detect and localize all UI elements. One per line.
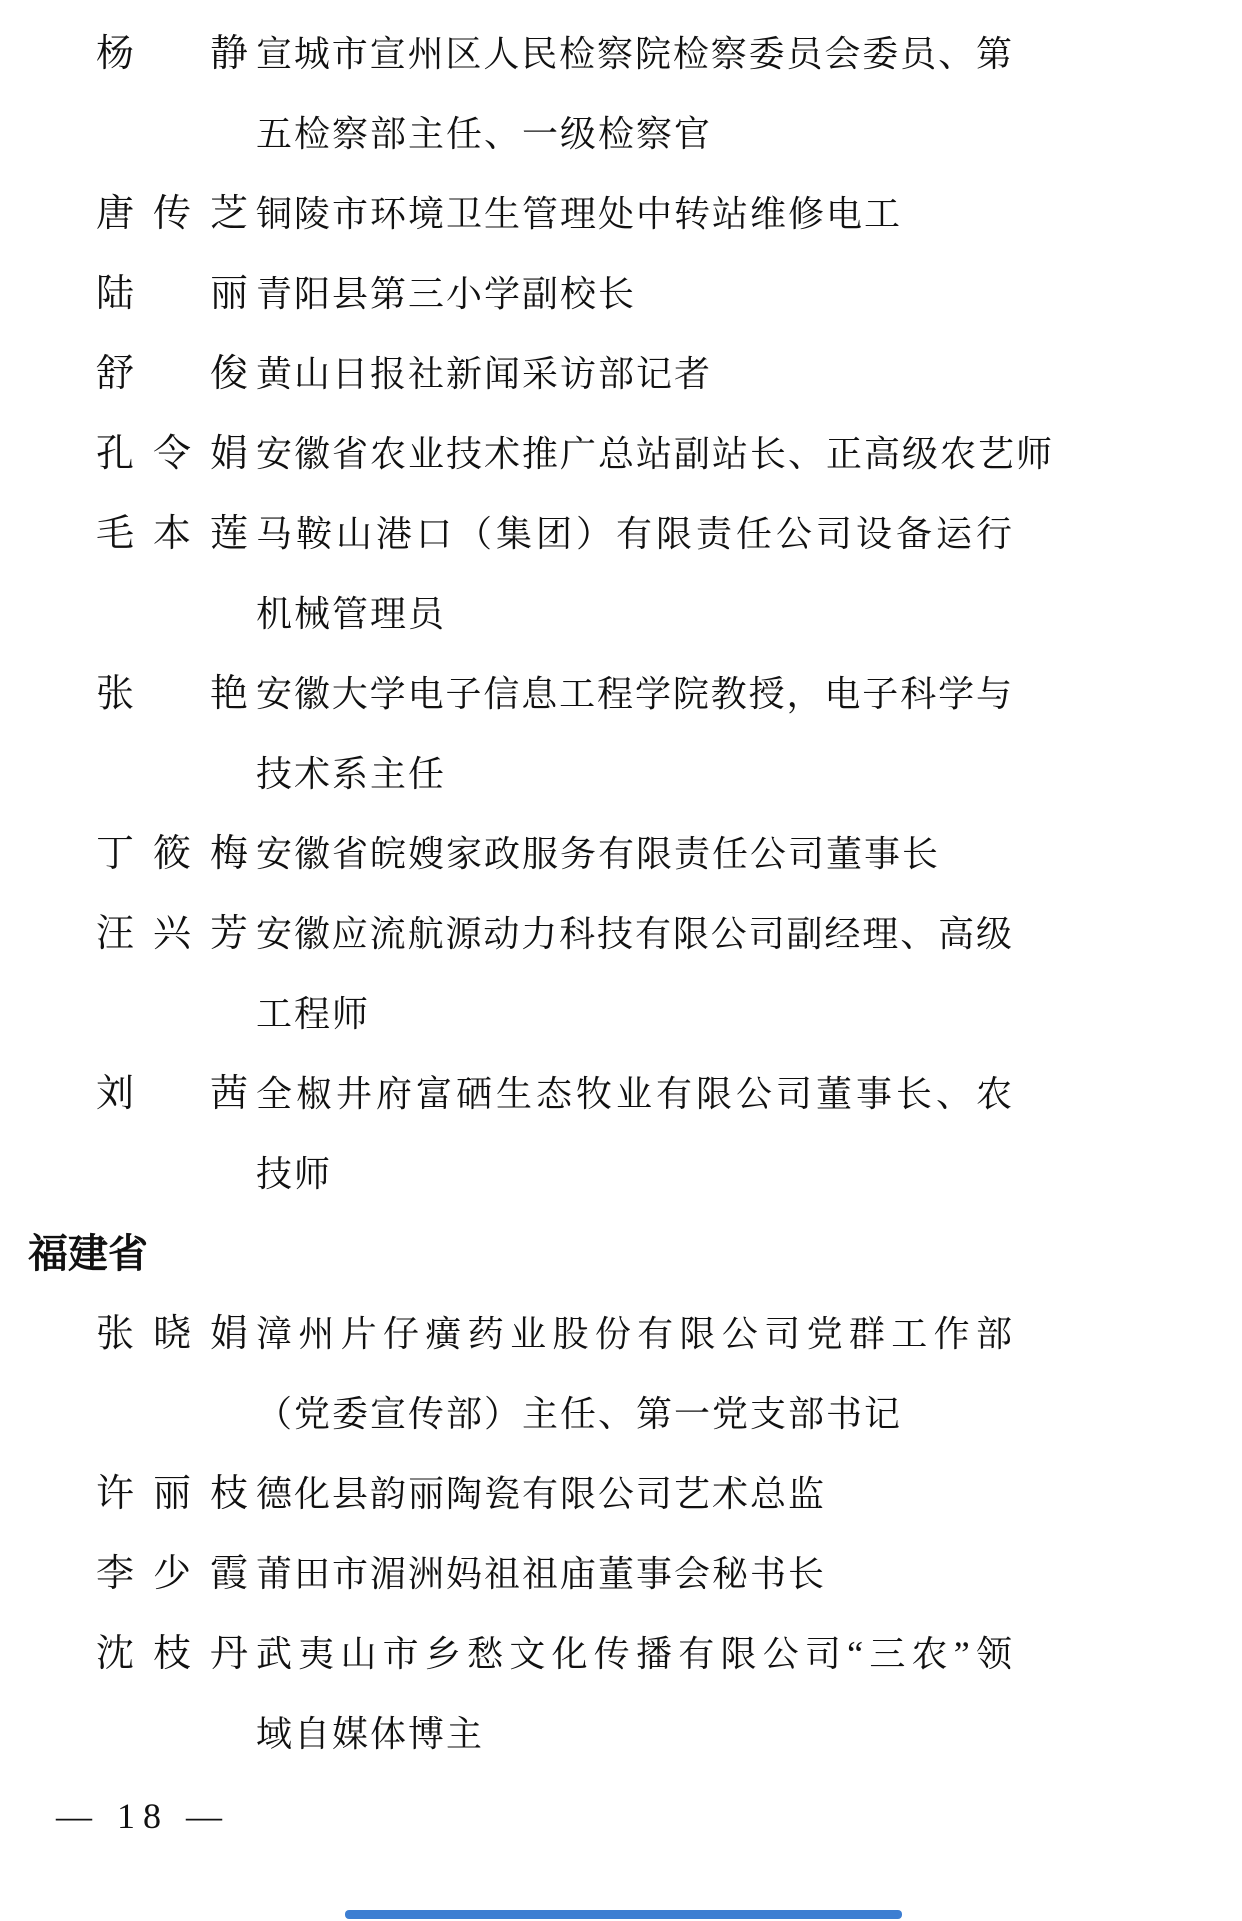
honoree-title bbox=[256, 654, 1012, 814]
honoree-name: 李少霞 bbox=[96, 1553, 248, 1595]
honoree-title bbox=[256, 174, 902, 254]
honoree-title-line: 机械管理员 bbox=[256, 594, 447, 634]
honoree-title-line: 域自媒体博主 bbox=[256, 1714, 485, 1754]
honoree-entry bbox=[0, 1054, 1242, 1214]
honoree-title bbox=[256, 414, 1054, 494]
honoree-name: 孔令娟 bbox=[96, 433, 248, 475]
honoree-name: 杨静 bbox=[96, 33, 248, 75]
honoree-title-line: 黄山日报社新闻采访部记者 bbox=[256, 354, 713, 394]
honoree-title-line: 安徽省农业技术推广总站副站长、正高级农艺师 bbox=[256, 434, 1055, 474]
honoree-title-line: 马鞍山港口（集团）有限责任公司设备运行 bbox=[256, 514, 1012, 554]
honoree-name: 汪兴芳 bbox=[96, 913, 248, 955]
honoree-title-line: 莆田市湄洲妈祖祖庙董事会秘书长 bbox=[256, 1554, 827, 1594]
honoree-title bbox=[256, 1294, 1012, 1454]
honoree-name: 张艳 bbox=[96, 673, 248, 715]
honoree-name: 张晓娟 bbox=[96, 1313, 248, 1355]
honoree-entry bbox=[0, 654, 1242, 814]
honoree-title bbox=[256, 894, 1012, 1054]
honoree-title-line: 技师 bbox=[256, 1154, 333, 1194]
honoree-title bbox=[256, 1454, 826, 1534]
honoree-name: 唐传芝 bbox=[96, 193, 248, 235]
honoree-title-line: 宣城市宣州区人民检察院检察委员会委员、第 bbox=[256, 34, 1012, 74]
honoree-title-line: 武夷山市乡愁文化传播有限公司“三农”领 bbox=[256, 1634, 1012, 1674]
honoree-title bbox=[256, 814, 940, 894]
page-number: — 18 — bbox=[56, 1796, 230, 1836]
honoree-title-line: 技术系主任 bbox=[256, 754, 447, 794]
honoree-title-line: 安徽省皖嫂家政服务有限责任公司董事长 bbox=[256, 834, 941, 874]
honoree-entry bbox=[0, 1294, 1242, 1454]
honoree-title bbox=[256, 1614, 1012, 1774]
honoree-entry bbox=[0, 494, 1242, 654]
honoree-entry bbox=[0, 1454, 1242, 1534]
honoree-title bbox=[256, 1534, 826, 1614]
honoree-entry bbox=[0, 334, 1242, 414]
honoree-title-line: 铜陵市环境卫生管理处中转站维修电工 bbox=[256, 194, 903, 234]
province-heading: 福建省 bbox=[28, 1232, 148, 1276]
honoree-title bbox=[256, 494, 1012, 654]
honoree-title-line: 工程师 bbox=[256, 994, 371, 1034]
honoree-title bbox=[256, 14, 1012, 174]
honoree-title-line: 五检察部主任、一级检察官 bbox=[256, 114, 713, 154]
honoree-name: 沈枝丹 bbox=[96, 1633, 248, 1675]
honoree-entry bbox=[0, 414, 1242, 494]
honoree-title-line: 青阳县第三小学副校长 bbox=[256, 274, 637, 314]
honoree-title-line: 安徽应流航源动力科技有限公司副经理、高级 bbox=[256, 914, 1012, 954]
honoree-title bbox=[256, 254, 636, 334]
honoree-title-line: 漳州片仔癀药业股份有限公司党群工作部 bbox=[256, 1314, 1012, 1354]
honoree-name: 陆丽 bbox=[96, 273, 248, 315]
honoree-title-line: 德化县韵丽陶瓷有限公司艺术总监 bbox=[256, 1474, 827, 1514]
honoree-entry bbox=[0, 894, 1242, 1054]
honoree-entry bbox=[0, 1534, 1242, 1614]
honoree-entry bbox=[0, 814, 1242, 894]
honoree-entry bbox=[0, 174, 1242, 254]
honoree-title-line: （党委宣传部）主任、第一党支部书记 bbox=[256, 1394, 903, 1434]
honoree-title-line: 安徽大学电子信息工程学院教授，电子科学与 bbox=[256, 674, 1012, 714]
honoree-name: 许丽枝 bbox=[96, 1473, 248, 1515]
honoree-title-line: 全椒井府富硒生态牧业有限公司董事长、农 bbox=[256, 1074, 1012, 1114]
honoree-entry bbox=[0, 1614, 1242, 1774]
honoree-name: 毛本莲 bbox=[96, 513, 248, 555]
honoree-name: 丁筱梅 bbox=[96, 833, 248, 875]
honoree-entry bbox=[0, 14, 1242, 174]
honoree-name: 舒俊 bbox=[96, 353, 248, 395]
honoree-title bbox=[256, 334, 712, 414]
honoree-entry bbox=[0, 254, 1242, 334]
scroll-progress-bar[interactable] bbox=[345, 1910, 902, 1919]
honoree-name: 刘茜 bbox=[96, 1073, 248, 1115]
honoree-title bbox=[256, 1054, 1012, 1214]
